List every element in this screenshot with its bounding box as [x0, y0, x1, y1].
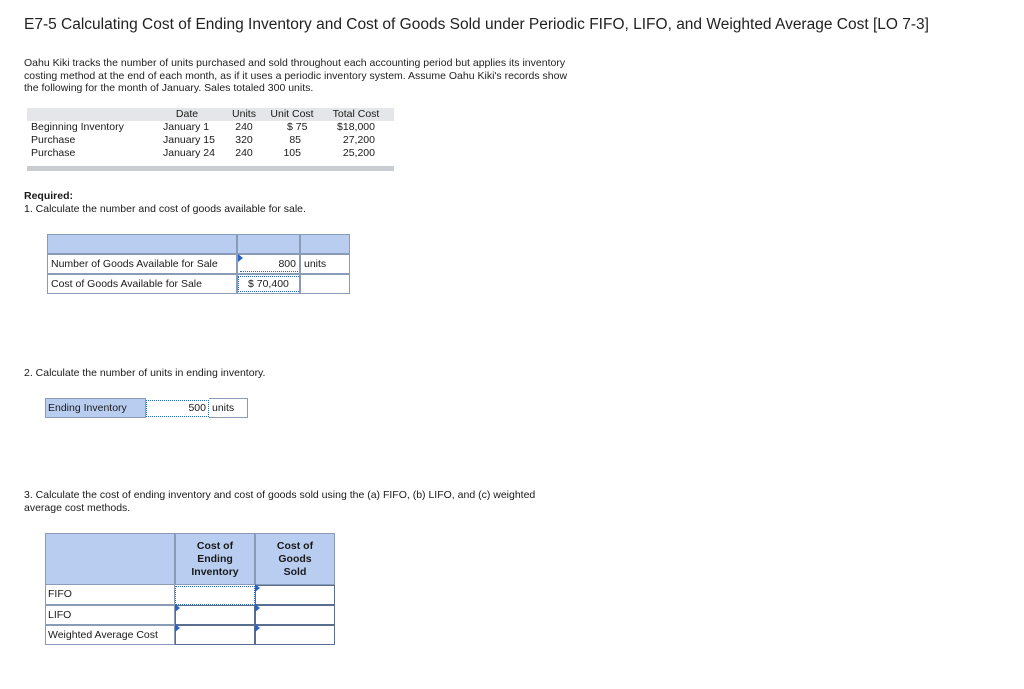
fifo-cogs-input[interactable] — [255, 585, 335, 605]
ending-inventory-unit-cell — [209, 398, 248, 418]
wac-cogs-input[interactable] — [255, 625, 335, 645]
number-available-input[interactable] — [240, 257, 298, 272]
lifo-ending-inventory-input[interactable] — [175, 605, 255, 625]
q2-answer-row — [45, 398, 248, 418]
number-available-value: 800 — [278, 258, 296, 270]
units-label: units — [304, 258, 327, 270]
table-footer-band — [27, 166, 394, 171]
q3-header-ending-inventory — [175, 533, 255, 585]
fifo-label: FIFO — [48, 588, 72, 600]
row-unit-cost: $ 75 — [287, 121, 308, 133]
header-units: Units — [232, 108, 256, 120]
ending-inventory-label: Ending Inventory — [48, 402, 127, 414]
lifo-label: LIFO — [48, 609, 72, 621]
fifo-ending-inventory-input[interactable] — [175, 586, 255, 605]
ending-inventory-input[interactable] — [146, 400, 209, 417]
row-date: January 15 — [163, 134, 215, 146]
inventory-table — [27, 108, 394, 171]
required-label: Required: — [24, 190, 74, 202]
input-flag-icon — [255, 584, 260, 592]
q1-value-cell — [237, 254, 300, 274]
row-unit-cost: 85 — [289, 134, 301, 146]
problem-intro: Oahu Kiki tracks the number of units purchased and sold throughout each accounting period but applies its inventory costing method at the end of each month, as if it uses a periodic inventory system. Assume Oahu Kiki's records show the following for the month of January. Sales totaled 300 units. — [24, 57, 568, 94]
col1-line: Cost of — [196, 540, 234, 552]
col2-line: Sold — [283, 566, 307, 578]
header-total-cost: Total Cost — [332, 108, 380, 120]
cost-available-value: $ 70,400 — [248, 278, 289, 290]
question-1-text: 1. Calculate the number and cost of goods available for sale. — [24, 203, 306, 215]
question-3-text: 3. Calculate the cost of ending inventory and cost of goods sold using the (a) FIFO, (b) LIFO, and (c) weighted average cost methods. — [24, 489, 536, 514]
col2-line: Cost of — [276, 540, 314, 552]
col2-line: Goods — [278, 553, 312, 565]
row-unit-cost: 105 — [283, 147, 301, 159]
cost-available-label: Cost of Goods Available for Sale — [51, 278, 202, 290]
input-flag-icon — [238, 254, 243, 262]
row-total-cost: 27,200 — [342, 134, 375, 146]
row-date: January 1 — [163, 121, 210, 133]
question-2-text: 2. Calculate the number of units in ending inventory. — [24, 367, 266, 379]
q1-empty-cell — [300, 274, 350, 294]
ending-inventory-label-cell — [45, 398, 146, 418]
row-label: Purchase — [31, 134, 76, 146]
q3-answer-table — [45, 533, 335, 645]
q1-value-cell — [237, 274, 300, 294]
input-flag-icon — [175, 604, 180, 612]
row-total-cost: $18,000 — [337, 121, 375, 133]
col1-line: Ending — [197, 553, 233, 565]
q1-unit-cell — [300, 254, 350, 274]
q1-answer-table — [47, 234, 350, 294]
number-available-label: Number of Goods Available for Sale — [51, 258, 218, 270]
q3-header-cogs — [255, 533, 335, 585]
lifo-cogs-input[interactable] — [255, 605, 335, 625]
q1-row-label-cell — [47, 254, 237, 274]
row-total-cost: 25,200 — [342, 147, 375, 159]
input-flag-icon — [175, 624, 180, 632]
row-date: January 24 — [163, 147, 215, 159]
input-flag-icon — [255, 604, 260, 612]
input-flag-icon — [255, 624, 260, 632]
q1-header-cell — [47, 234, 237, 254]
page-title: E7-5 Calculating Cost of Ending Inventory and Cost of Goods Sold under Periodic FIFO, LIFO, and Weighted Average Cost [LO 7-3] — [24, 16, 929, 33]
cost-available-input[interactable] — [238, 276, 301, 292]
header-date: Date — [175, 108, 199, 120]
row-label: Purchase — [31, 147, 76, 159]
q3-row-label-cell — [45, 585, 175, 605]
col1-line: Inventory — [191, 566, 239, 578]
header-unit-cost: Unit Cost — [270, 108, 314, 120]
q3-row-label-cell — [45, 625, 175, 645]
q3-header-blank-cell — [45, 533, 175, 585]
q1-row-label-cell — [47, 274, 237, 294]
row-units: 240 — [235, 121, 253, 133]
row-units: 240 — [235, 147, 253, 159]
wac-ending-inventory-input[interactable] — [175, 625, 255, 645]
units-label: units — [212, 402, 235, 414]
q3-row-label-cell — [45, 605, 175, 625]
q1-header-cell — [300, 234, 350, 254]
weighted-average-label: Weighted Average Cost — [48, 629, 158, 641]
row-units: 320 — [235, 134, 253, 146]
ending-inventory-value: 500 — [188, 402, 206, 414]
row-label: Beginning Inventory — [31, 121, 124, 133]
q1-header-cell — [237, 234, 300, 254]
